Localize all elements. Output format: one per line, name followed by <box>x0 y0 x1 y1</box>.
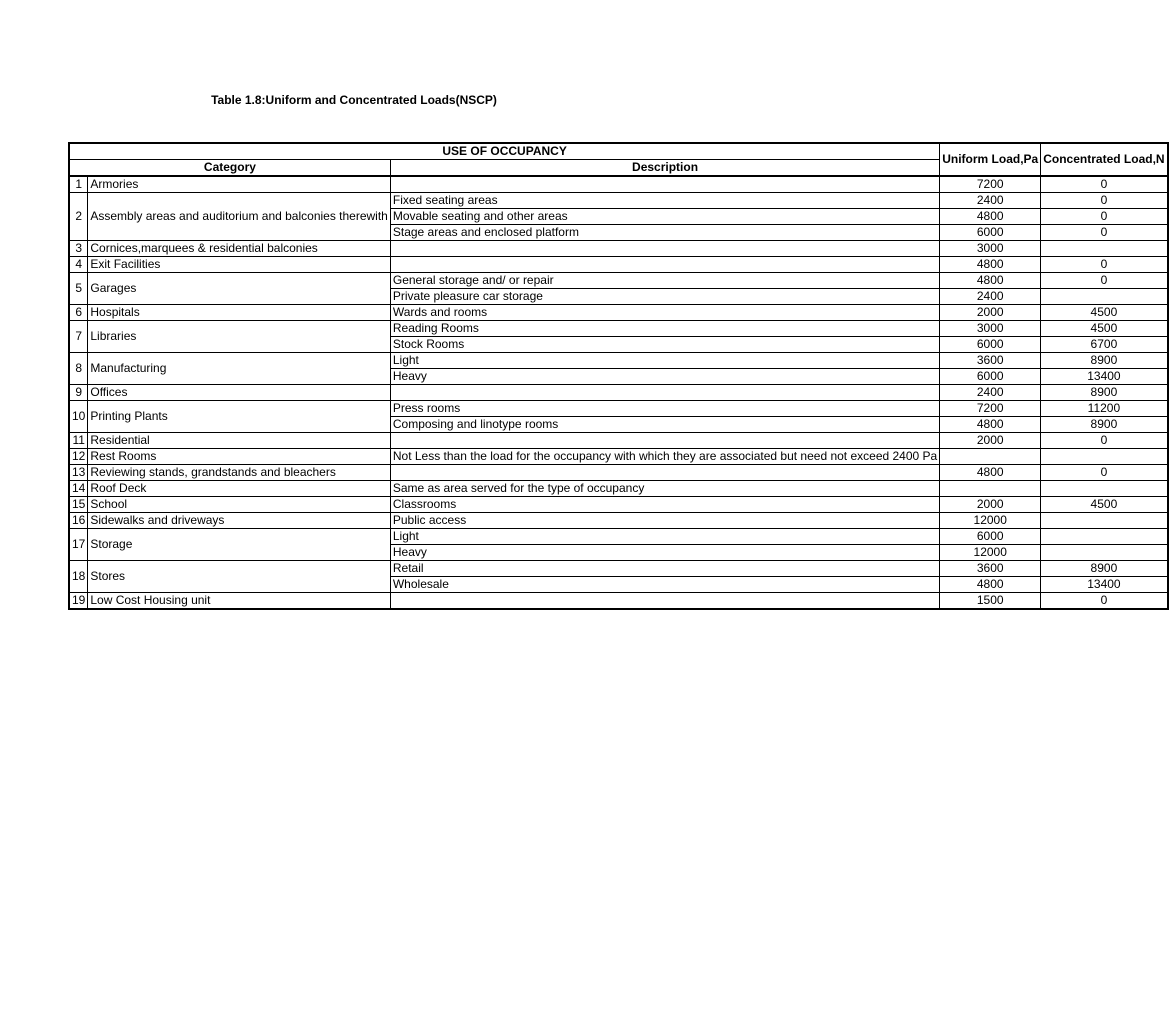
row-number: 7 <box>69 321 88 353</box>
description-cell: Private pleasure car storage <box>390 289 939 305</box>
description-cell: Public access <box>390 513 939 529</box>
uniform-load-cell: 3000 <box>940 241 1041 257</box>
description-cell: Not Less than the load for the occupancy with which they are associated but need not exceed 2400 Pa <box>390 449 939 465</box>
concentrated-load-cell: 0 <box>1041 433 1168 449</box>
category-cell: Manufacturing <box>88 353 391 385</box>
description-cell: Wholesale <box>390 577 939 593</box>
table-row <box>69 449 1168 465</box>
description-cell: Composing and linotype rooms <box>390 417 939 433</box>
concentrated-load-cell: 13400 <box>1041 369 1168 385</box>
uniform-load-cell: 7200 <box>940 176 1041 193</box>
concentrated-load-cell: 0 <box>1041 273 1168 289</box>
uniform-load-header: Uniform Load,Pa <box>940 143 1041 176</box>
category-cell: Storage <box>88 529 391 561</box>
table-title: Table 1.8:Uniform and Concentrated Loads(NSCP) <box>211 93 497 107</box>
concentrated-load-cell: 4500 <box>1041 497 1168 513</box>
description-cell: Reading Rooms <box>390 321 939 337</box>
concentrated-load-cell <box>1041 545 1168 561</box>
description-cell <box>390 176 939 193</box>
description-cell: Wards and rooms <box>390 305 939 321</box>
loads-table <box>68 142 1169 610</box>
uniform-load-cell: 4800 <box>940 577 1041 593</box>
row-number: 2 <box>69 193 88 241</box>
concentrated-load-cell: 6700 <box>1041 337 1168 353</box>
row-number: 17 <box>69 529 88 561</box>
category-cell: Stores <box>88 561 391 593</box>
concentrated-load-cell: 4500 <box>1041 305 1168 321</box>
table-row <box>69 273 1168 289</box>
uniform-load-cell: 6000 <box>940 225 1041 241</box>
header-row <box>69 143 1168 160</box>
table-row <box>69 385 1168 401</box>
row-number: 1 <box>69 176 88 193</box>
row-number: 4 <box>69 257 88 273</box>
uniform-load-cell: 7200 <box>940 401 1041 417</box>
uniform-load-cell: 4800 <box>940 465 1041 481</box>
uniform-load-cell: 12000 <box>940 545 1041 561</box>
concentrated-load-cell: 13400 <box>1041 577 1168 593</box>
description-cell: Stage areas and enclosed platform <box>390 225 939 241</box>
category-cell: Roof Deck <box>88 481 391 497</box>
category-cell: Exit Facilities <box>88 257 391 273</box>
concentrated-load-cell: 8900 <box>1041 385 1168 401</box>
concentrated-load-cell <box>1041 241 1168 257</box>
description-cell: Movable seating and other areas <box>390 209 939 225</box>
row-number: 13 <box>69 465 88 481</box>
uniform-load-cell <box>940 449 1041 465</box>
table-row <box>69 305 1168 321</box>
description-cell: Stock Rooms <box>390 337 939 353</box>
category-cell: School <box>88 497 391 513</box>
uniform-load-cell: 2000 <box>940 497 1041 513</box>
description-cell: Press rooms <box>390 401 939 417</box>
concentrated-load-cell <box>1041 529 1168 545</box>
table-row <box>69 497 1168 513</box>
concentrated-load-cell <box>1041 449 1168 465</box>
row-number: 3 <box>69 241 88 257</box>
uniform-load-cell: 3600 <box>940 561 1041 577</box>
description-cell: Fixed seating areas <box>390 193 939 209</box>
category-cell: Libraries <box>88 321 391 353</box>
concentrated-load-cell: 0 <box>1041 193 1168 209</box>
uniform-load-cell: 2000 <box>940 433 1041 449</box>
concentrated-load-cell: 8900 <box>1041 353 1168 369</box>
concentrated-load-cell: 0 <box>1041 593 1168 610</box>
description-cell: Heavy <box>390 545 939 561</box>
uniform-load-cell: 1500 <box>940 593 1041 610</box>
uniform-load-cell: 2400 <box>940 289 1041 305</box>
uniform-load-cell: 4800 <box>940 273 1041 289</box>
uniform-load-cell: 2400 <box>940 385 1041 401</box>
concentrated-load-cell: 0 <box>1041 465 1168 481</box>
uniform-load-cell: 3000 <box>940 321 1041 337</box>
table-row <box>69 433 1168 449</box>
uniform-load-cell: 2000 <box>940 305 1041 321</box>
category-cell: Printing Plants <box>88 401 391 433</box>
category-cell: Low Cost Housing unit <box>88 593 391 610</box>
description-cell <box>390 241 939 257</box>
table-row <box>69 176 1168 193</box>
uniform-load-cell: 3600 <box>940 353 1041 369</box>
row-number: 14 <box>69 481 88 497</box>
description-cell: Same as area served for the type of occupancy <box>390 481 939 497</box>
row-number: 12 <box>69 449 88 465</box>
description-cell <box>390 433 939 449</box>
table-row <box>69 353 1168 369</box>
uniform-load-cell: 2400 <box>940 193 1041 209</box>
category-cell: Hospitals <box>88 305 391 321</box>
table-row <box>69 193 1168 209</box>
description-cell <box>390 385 939 401</box>
description-cell: Light <box>390 529 939 545</box>
row-number: 18 <box>69 561 88 593</box>
row-number: 11 <box>69 433 88 449</box>
table-row <box>69 529 1168 545</box>
concentrated-load-cell <box>1041 513 1168 529</box>
table-row <box>69 561 1168 577</box>
row-number: 15 <box>69 497 88 513</box>
category-cell: Reviewing stands, grandstands and bleachers <box>88 465 391 481</box>
category-cell: Offices <box>88 385 391 401</box>
concentrated-load-cell <box>1041 289 1168 305</box>
concentrated-load-cell: 4500 <box>1041 321 1168 337</box>
uniform-load-cell <box>940 481 1041 497</box>
description-cell: General storage and/ or repair <box>390 273 939 289</box>
table-row <box>69 481 1168 497</box>
description-cell <box>390 257 939 273</box>
concentrated-load-cell: 0 <box>1041 176 1168 193</box>
row-number: 9 <box>69 385 88 401</box>
concentrated-load-cell: 0 <box>1041 225 1168 241</box>
category-cell: Garages <box>88 273 391 305</box>
category-cell: Sidewalks and driveways <box>88 513 391 529</box>
concentrated-load-cell <box>1041 481 1168 497</box>
concentrated-load-cell: 8900 <box>1041 561 1168 577</box>
table-row <box>69 593 1168 610</box>
uniform-load-cell: 12000 <box>940 513 1041 529</box>
uniform-load-cell: 6000 <box>940 529 1041 545</box>
use-of-occupancy-header: USE OF OCCUPANCY <box>69 143 940 160</box>
table-row <box>69 321 1168 337</box>
description-cell: Retail <box>390 561 939 577</box>
row-number: 6 <box>69 305 88 321</box>
concentrated-load-cell: 0 <box>1041 209 1168 225</box>
concentrated-load-header: Concentrated Load,N <box>1041 143 1168 176</box>
row-number: 8 <box>69 353 88 385</box>
row-number: 16 <box>69 513 88 529</box>
table-row <box>69 465 1168 481</box>
uniform-load-cell: 6000 <box>940 337 1041 353</box>
concentrated-load-cell: 11200 <box>1041 401 1168 417</box>
row-number: 10 <box>69 401 88 433</box>
table-row <box>69 513 1168 529</box>
description-cell: Heavy <box>390 369 939 385</box>
table-row <box>69 257 1168 273</box>
category-cell: Armories <box>88 176 391 193</box>
description-cell <box>390 465 939 481</box>
category-cell: Rest Rooms <box>88 449 391 465</box>
table-row <box>69 241 1168 257</box>
description-cell <box>390 593 939 610</box>
concentrated-load-cell: 0 <box>1041 257 1168 273</box>
uniform-load-cell: 4800 <box>940 257 1041 273</box>
uniform-load-cell: 4800 <box>940 209 1041 225</box>
row-number: 19 <box>69 593 88 610</box>
uniform-load-cell: 4800 <box>940 417 1041 433</box>
category-cell: Cornices,marquees & residential balconies <box>88 241 391 257</box>
category-header: Category <box>69 160 390 177</box>
concentrated-load-cell: 8900 <box>1041 417 1168 433</box>
description-cell: Classrooms <box>390 497 939 513</box>
category-cell: Residential <box>88 433 391 449</box>
description-cell: Light <box>390 353 939 369</box>
row-number: 5 <box>69 273 88 305</box>
category-cell: Assembly areas and auditorium and balconies therewith <box>88 193 391 241</box>
table-row <box>69 401 1168 417</box>
uniform-load-cell: 6000 <box>940 369 1041 385</box>
description-header: Description <box>390 160 939 177</box>
